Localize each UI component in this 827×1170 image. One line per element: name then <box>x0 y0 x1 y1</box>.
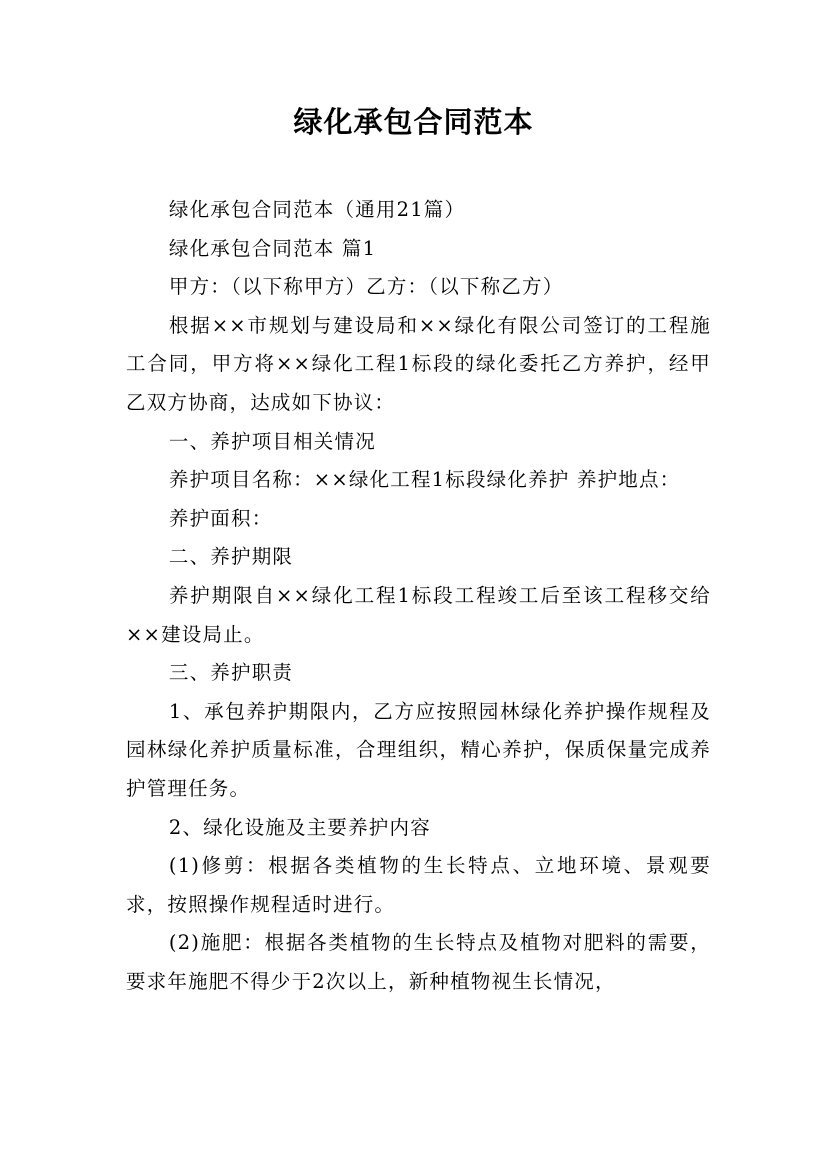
paragraph-project-name: 养护项目名称：××绿化工程1标段绿化养护 养护地点： <box>168 468 681 492</box>
paragraph-parties: 甲方：（以下称甲方）乙方：（以下称乙方） <box>168 275 564 299</box>
paragraph-period: 养护期限自××绿化工程1标段工程竣工后至该工程移交给××建设局止。 <box>126 583 711 646</box>
paragraph-duty-1: 1、承包养护期限内，乙方应按照园林绿化养护操作规程及园林绿化养护质量标准，合理组织，精心养护，保质保量完成养护管理任务。 <box>126 699 711 800</box>
paragraph-heading-3: 三、养护职责 <box>168 661 294 685</box>
paragraph-preamble: 根据××市规划与建设局和××绿化有限公司签订的工程施工合同，甲方将××绿化工程1标段的绿化委托乙方养护，经甲乙双方协商，达成如下协议： <box>126 313 711 414</box>
paragraph-pruning: (1)修剪：根据各类植物的生长特点、立地环境、景观要求，按照操作规程适时进行。 <box>126 854 711 916</box>
paragraph-duty-2: 2、绿化设施及主要养护内容 <box>168 815 431 839</box>
document-body <box>126 191 711 1001</box>
paragraph-heading-2: 二、养护期限 <box>168 545 294 569</box>
paragraph-project-area: 养护面积： <box>168 506 273 530</box>
paragraph-fertilizing: (2)施肥：根据各类植物的生长特点及植物对肥料的需要，要求年施肥不得少于2次以上，新种植物视生长情况， <box>126 931 711 993</box>
paragraph-heading-1: 一、养护项目相关情况 <box>168 429 376 453</box>
document-title: 绿化承包合同范本 <box>293 105 534 139</box>
paragraph-section-heading: 绿化承包合同范本 篇1 <box>168 236 377 260</box>
paragraph-doc-heading: 绿化承包合同范本（通用21篇） <box>168 198 466 221</box>
